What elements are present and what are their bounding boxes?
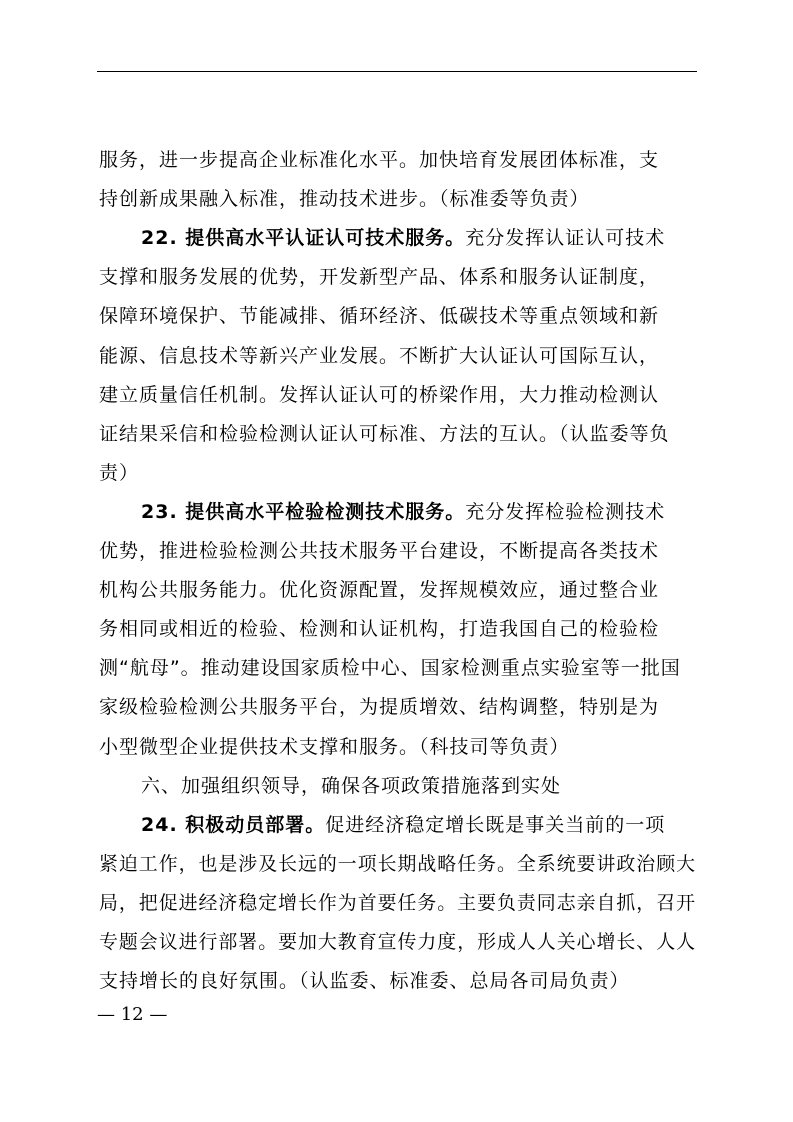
line-text: 支持增长的良好氛围。（认监委、标准委、总局各司局负责） — [99, 970, 630, 993]
line-text: 持创新成果融入标准，推动技术进步。（标准委等负责） — [99, 188, 590, 211]
line-text: 专题会议进行部署。要加大教育宣传力度，形成人人关心增长、人人 — [99, 931, 697, 953]
text-line — [99, 648, 681, 688]
line-text: 促进经济稳定增长既是事关当前的一项 — [325, 813, 666, 836]
line-text: 保障环境保护、节能减排、循环经济、低碳技术等重点领域和新 — [99, 305, 660, 328]
section-heading: 22. 提供高水平认证认可技术服务。 — [141, 227, 466, 250]
text-line — [99, 257, 659, 297]
text-line — [99, 883, 696, 923]
text-line — [99, 727, 570, 767]
line-text: 证结果采信和检验检测认证认可标准、方法的互认。（认监委等负 — [99, 422, 670, 445]
section-heading: 23. 提供高水平检验检测技术服务。 — [141, 500, 466, 523]
line-text: 服务，进一步提高企业标准化水平。加快培育发展团体标准，支 — [99, 149, 660, 171]
line-text: 局，把促进经济稳定增长作为首要任务。主要负责同志亲自抓，召开 — [99, 891, 697, 914]
text-line — [99, 570, 659, 610]
line-text: 紧迫工作，也是涉及长远的一项长期战略任务。全系统要讲政治顾大 — [99, 852, 697, 875]
text-line — [99, 453, 139, 493]
line-text: 务相同或相近的检验、检测和认证机构，打造我国自己的检验检 — [99, 618, 660, 641]
text-line — [99, 687, 659, 727]
text-line — [99, 922, 696, 962]
line-text: 充分发挥认证认可技术 — [465, 227, 666, 250]
text-line — [99, 296, 659, 336]
line-text: 责） — [99, 461, 140, 484]
line-text: 六、加强组织领导，确保各项政策措施落到实处 — [141, 774, 562, 797]
text-line — [141, 766, 561, 806]
line-text: 机构公共服务能力。优化资源配置，发挥规模效应，通过整合业 — [99, 579, 660, 602]
line-text: 小型微型企业提供技术支撑和服务。（科技司等负责） — [99, 735, 570, 758]
line-text: 支撑和服务发展的优势，开发新型产品、体系和服务认证制度， — [99, 266, 660, 289]
text-line — [141, 218, 665, 258]
header-rule — [97, 71, 697, 72]
text-line — [99, 179, 590, 219]
text-line — [99, 414, 670, 454]
text-line — [99, 375, 659, 415]
line-text: 能源、信息技术等新兴产业发展。不断扩大认证认可国际互认， — [99, 344, 660, 367]
text-line — [99, 531, 659, 571]
line-text: 家级检验检测公共服务平台，为提质增效、结构调整，特别是为 — [99, 696, 660, 719]
text-line — [99, 961, 630, 1001]
text-line — [141, 805, 665, 845]
text-line — [99, 140, 659, 180]
line-text: 优势，推进检验检测公共技术服务平台建设，不断提高各类技术 — [99, 540, 660, 562]
text-line — [99, 844, 696, 884]
line-text: 建立质量信任机制。发挥认证认可的桥梁作用，大力推动检测认 — [99, 383, 660, 406]
line-text: 充分发挥检验检测技术 — [465, 500, 666, 523]
line-text: 测“航母”。推动建设国家质检中心、国家检测重点实验室等一批国 — [99, 657, 681, 680]
text-line — [141, 492, 665, 532]
section-heading: 24. 积极动员部署。 — [141, 813, 326, 836]
text-line — [99, 336, 659, 376]
page-number: — 12 — — [97, 1004, 168, 1025]
text-line — [99, 609, 659, 649]
